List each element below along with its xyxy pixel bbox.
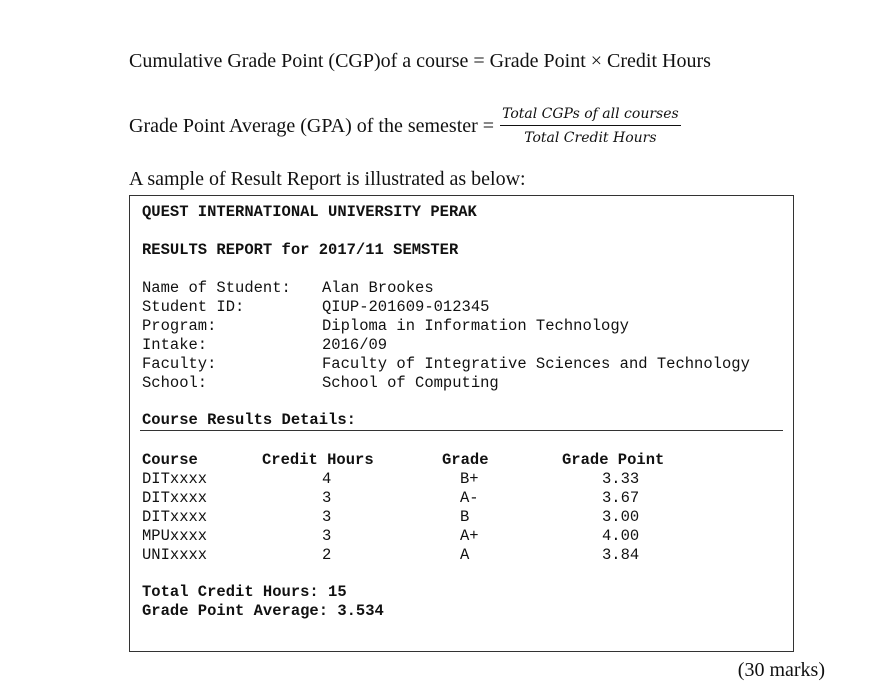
university-name: QUEST INTERNATIONAL UNIVERSITY PERAK — [142, 203, 477, 221]
field-name — [142, 279, 434, 298]
field-value: Diploma in Information Technology — [322, 317, 629, 335]
gpa-formula-lhs: Grade Point Average (GPA) of the semester = — [129, 114, 495, 137]
cell-credit-hours: 2 — [322, 546, 332, 564]
total-credit-hours: Total Credit Hours: 15 — [142, 583, 347, 601]
gpa-formula — [129, 103, 681, 149]
field-value: School of Computing — [322, 374, 499, 392]
field-label: Faculty: — [142, 355, 217, 373]
cell-credit-hours: 3 — [322, 527, 332, 545]
marks-label: (30 marks) — [737, 659, 825, 681]
cell-credit-hours: 3 — [322, 508, 332, 526]
grade-point-average: Grade Point Average: 3.534 — [142, 602, 384, 620]
cell-grade-point: 3.00 — [602, 508, 640, 526]
field-value: QIUP-201609-012345 — [322, 298, 490, 316]
cell-grade: B — [460, 508, 470, 526]
details-divider — [140, 430, 783, 431]
details-heading: Course Results Details: — [142, 411, 356, 429]
cell-course: DITxxxx — [142, 470, 208, 488]
intro-text: A sample of Result Report is illustrated as below: — [129, 168, 526, 190]
field-label: Name of Student: — [142, 279, 291, 297]
cell-grade-point: 3.33 — [602, 470, 640, 488]
field-intake — [142, 336, 387, 355]
field-label: School: — [142, 374, 208, 392]
field-label: Program: — [142, 317, 217, 335]
cell-credit-hours: 3 — [322, 489, 332, 507]
cell-grade-point: 3.84 — [602, 546, 640, 564]
field-value: 2016/09 — [322, 336, 388, 354]
cell-grade: A+ — [460, 527, 479, 545]
header-credit-hours: Credit Hours — [262, 451, 374, 469]
cell-grade-point: 3.67 — [602, 489, 640, 507]
result-report-box — [129, 195, 794, 652]
report-title: RESULTS REPORT for 2017/11 SEMSTER — [142, 241, 459, 259]
field-faculty — [142, 355, 750, 374]
cell-course: UNIxxxx — [142, 546, 208, 564]
field-school — [142, 374, 499, 393]
field-value: Alan Brookes — [322, 279, 434, 297]
field-student-id — [142, 298, 489, 317]
header-course: Course — [142, 451, 198, 469]
header-grade: Grade — [442, 451, 489, 469]
gpa-numerator: Total CGPs of all courses — [500, 106, 681, 126]
cell-course: DITxxxx — [142, 489, 208, 507]
cell-course: DITxxxx — [142, 508, 208, 526]
field-program — [142, 317, 629, 336]
gpa-fraction — [500, 106, 681, 146]
cell-grade: B+ — [460, 470, 479, 488]
gpa-denominator: Total Credit Hours — [524, 130, 657, 146]
field-label: Intake: — [142, 336, 208, 354]
cell-grade: A- — [460, 489, 479, 507]
field-value: Faculty of Integrative Sciences and Technology — [322, 355, 750, 373]
cell-course: MPUxxxx — [142, 527, 208, 545]
cell-grade-point: 4.00 — [602, 527, 640, 545]
cell-grade: A — [460, 546, 470, 564]
field-label: Student ID: — [142, 298, 245, 316]
cgp-formula: Cumulative Grade Point (CGP)of a course = Grade Point × Credit Hours — [129, 50, 711, 72]
cell-credit-hours: 4 — [322, 470, 332, 488]
header-grade-point: Grade Point — [562, 451, 665, 469]
